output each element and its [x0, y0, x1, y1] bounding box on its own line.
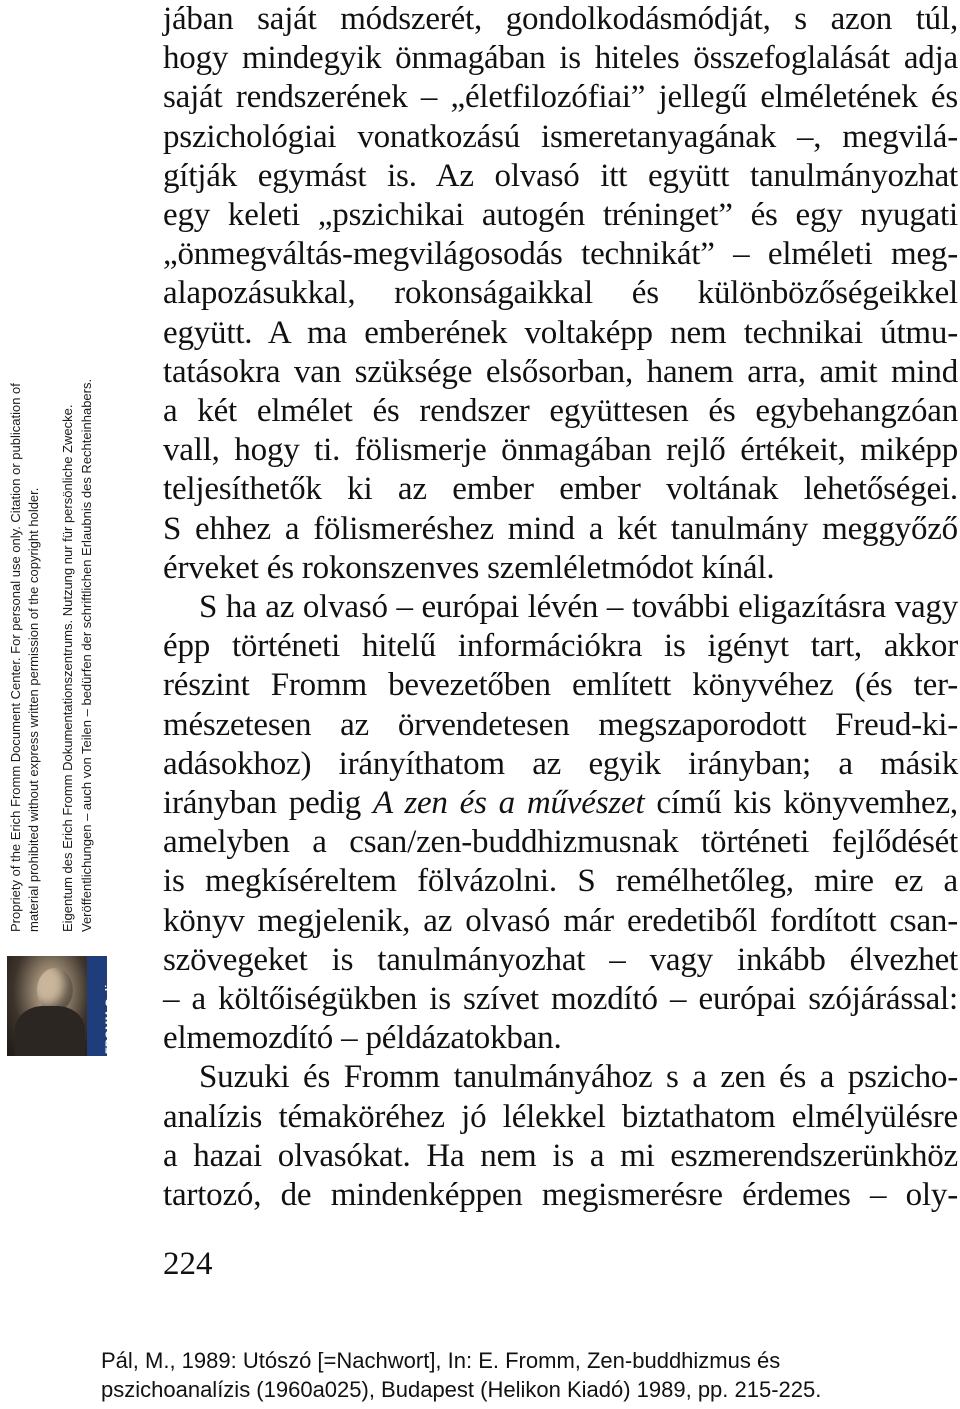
text-line: alapozásukkal, rokonságaikkal és különbözőségeikkel [163, 275, 958, 312]
page-body [163, 0, 958, 1215]
copyright-notice-line: Propriety of the Erich Fromm Document Center. For personal use only. Citation or publication of [8, 383, 23, 932]
text-line: a két elmélet és rendszer együttesen és egybehangzóan [163, 393, 958, 430]
text-line: tatásokra van szüksége elsősorban, hanem arra, amit mind [163, 353, 958, 390]
copyright-notice-line: material prohibited without express written permission of the copyright holder. [26, 487, 41, 932]
text-line: a hazai olvasókat. Ha nem is a mi eszmerendszerünkhöz [163, 1137, 958, 1174]
text-line: Suzuki és Fromm tanulmányához s a zen és a pszicho- [199, 1059, 958, 1096]
paragraph-1 [163, 0, 958, 588]
text-line: saját rendszerének – „életfilozófiai” jellegű elméletének és [163, 79, 958, 116]
text-line: tartozó, de mindenképpen megismerésre érdemes – oly- [163, 1177, 958, 1214]
text-line: elmemozdító – példázatokban. [163, 1020, 562, 1057]
text-line-with-title [163, 784, 958, 823]
text-line: részint Fromm bevezetőben említett könyvéhez (és ter- [163, 667, 958, 704]
text-line: együtt. A ma emberének voltaképp nem technikai útmu- [163, 314, 958, 351]
text-line: analízis témaköréhez jó lélekkel biztathatom elmélyülésre [163, 1098, 958, 1135]
book-title: A zen és a művészet [373, 785, 645, 822]
text-line: amelyben a csan/zen-buddhizmusnak történeti fejlődését [163, 824, 958, 861]
text-line: gítják egymást is. Az olvasó itt együtt tanulmányozhat [163, 157, 958, 194]
citation-line: Pál, M., 1989: Utószó [=Nachwort], In: E. Fromm, Zen-buddhizmus és [101, 1348, 781, 1373]
text-line: épp történeti hitelű információkra is igényt tart, akkor [163, 628, 958, 665]
text-line: teljesíthetők ki az ember ember voltának lehetőségei. [163, 471, 958, 508]
page-number: 224 [163, 1246, 213, 1282]
text-line: adásokhoz) irányíthatom az egyik irányban; a másik [163, 745, 958, 782]
logo-text: FROMM-Online [104, 970, 116, 1054]
text-line: jában saját módszerét, gondolkodásmódját, s azon túl, [163, 1, 958, 37]
portrait-image [7, 956, 87, 1056]
fromm-online-logo [7, 956, 116, 1056]
text-line: vall, hogy ti. fölismerje önmagában rejlő értékeit, miképp [163, 432, 958, 469]
paragraph-2 [163, 588, 958, 1058]
text-line: S ehhez a fölismeréshez mind a két tanulmány meggyőző [163, 510, 958, 547]
text-line: egy keleti „pszichikai autogén tréninget” és egy nyugati [163, 197, 958, 234]
text-line: pszichológiai vonatkozású ismeretanyagának –, megvilá- [163, 118, 958, 155]
citation-line: pszichoanalízis (1960a025), Budapest (Helikon Kiadó) 1989, pp. 215-225. [101, 1377, 822, 1402]
text-line: is megkíséreltem fölvázolni. S remélhetőleg, mire ez a [163, 863, 958, 900]
text-line: hogy mindegyik önmagában is hiteles összefoglalását adja [163, 40, 958, 77]
logo-band [87, 956, 116, 1056]
paragraph-3 [163, 1058, 958, 1215]
text-run: című kis könyvemhez, [644, 785, 958, 822]
copyright-notice-line: Eigentum des Erich Fromm Dokumentationszentrums. Nutzung nur für persönliche Zwecke. [60, 404, 75, 932]
text-line: szövegeket is tanulmányozhat – vagy inkább élvezhet [163, 941, 958, 978]
text-run: irányban pedig [163, 785, 374, 822]
text-line: mészetesen az örvendetesen megszaporodott Freud-ki- [163, 706, 958, 743]
text-line: S ha az olvasó – európai lévén – további eligazításra vagy [199, 589, 958, 626]
text-line: „önmegváltás-megvilágosodás technikát” – elméleti meg- [163, 236, 958, 273]
text-line: könyv megjelenik, az olvasó már eredetiből fordított csan- [163, 902, 958, 939]
copyright-notice-line: Veröffentlichungen – auch von Teilen – bedürfen der schriftlichen Erlaubnis des Rechteinhabers. [79, 378, 94, 932]
copyright-notice-strip [0, 0, 160, 1409]
text-line: – a költőiségükben is szívet mozdító – európai szójárással: [163, 981, 958, 1018]
text-line: érveket és rokonszenves szemléletmódot kínál. [163, 549, 775, 586]
citation-footer [101, 1346, 941, 1404]
